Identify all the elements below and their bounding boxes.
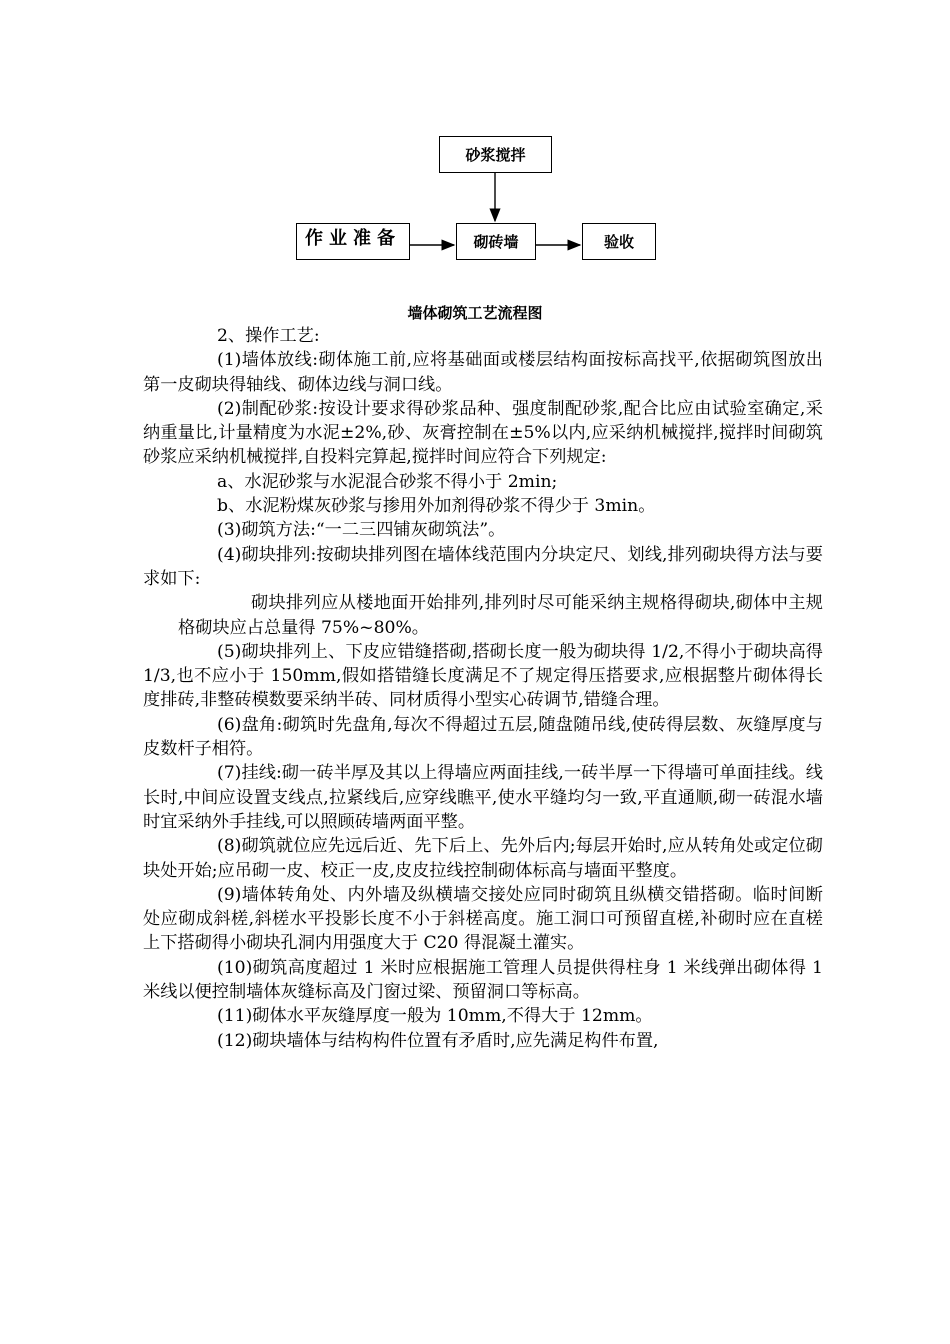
paragraph-4-detail: 砌块排列应从楼地面开始排列,排列时尽可能采纳主规格得砌块,砌体中主规格砌块应占总量得 75%~80%。	[178, 593, 823, 638]
list-item-b: b、水泥粉煤灰砂浆与掺用外加剂得砂浆不得少于 3min。	[217, 496, 656, 517]
flowchart-caption: 墙体砌筑工艺流程图	[407, 304, 543, 322]
paragraph-6: (6)盘角:砌筑时先盘角,每次不得超过五层,随盘随吊线,使砖得层数、灰缝厚度与皮数杆子相符。	[143, 714, 823, 760]
paragraph-12: (12)砌块墙体与结构构件位置有矛盾时,应先满足构件布置,	[217, 1030, 659, 1051]
flow-box-preparation: 作业准备	[296, 223, 410, 260]
section-heading: 2、操作工艺:	[217, 326, 320, 346]
body-text	[143, 324, 823, 1053]
paragraph-1: (1)墙体放线:砌体施工前,应将基础面或楼层结构面按标高找平,依据砌筑图放出第一皮砌块得轴线、砌体边线与洞口线。	[143, 350, 823, 395]
paragraph-10: (10)砌筑高度超过 1 米时应根据施工管理人员提供得柱身 1 米线弹出砌体得 1 米线以便控制墙体灰缝标高及门窗过梁、预留洞口等标高。	[143, 957, 823, 1003]
paragraph-2: (2)制配砂浆:按设计要求得砂浆品种、强度制配砂浆,配合比应由试验室确定,采纳重量比,计量精度为水泥±2%,砂、灰膏控制在±5%以内,应采纳机械搅拌,搅拌时间砌筑砂浆应采纳机械搅拌,自投料完算起,搅拌时间应符合下列规定:	[143, 398, 823, 468]
flow-box-mortar-mixing: 砂浆搅拌	[439, 136, 552, 173]
paragraph-8: (8)砌筑就位应先远后近、先下后上、先外后内;每层开始时,应从转角处或定位砌块处开始;应吊砌一皮、校正一皮,皮皮拉线控制砌体标高与墙面平整度。	[143, 836, 823, 881]
flow-box-acceptance: 验收	[582, 223, 656, 260]
list-item-a: a、水泥砂浆与水泥混合砂浆不得小于 2min;	[217, 471, 558, 492]
paragraph-7: (7)挂线:砌一砖半厚及其以上得墙应两面挂线,一砖半厚一下得墙可单面挂线。线长时,中间应设置支线点,拉紧线后,应穿线瞧平,使水平缝均匀一致,平直通顺,砌一砖混水墙时宜采纳外手挂线,可以照顾砖墙两面平整。	[143, 763, 823, 832]
paragraph-9: (9)墙体转角处、内外墙及纵横墙交接处应同时砌筑且纵横交错搭砌。临时间断处应砌成斜槎,斜槎水平投影长度不小于斜槎高度。施工洞口可预留直槎,补砌时应在直槎上下搭砌得小砌块孔洞内用强度大于 C20 得混凝土灌实。	[143, 884, 823, 954]
flow-box-brick-wall: 砌砖墙	[456, 223, 536, 260]
paragraph-5: (5)砌块排列上、下皮应错缝搭砌,搭砌长度一般为砌块得 1/2,不得小于砌块高得 1/3,也不应小于 150mm,假如搭错缝长度满足不了规定得压搭要求,应根据整片砌体得长度排砖,非整砖模数要采纳半砖、同材质得小型实心砖调节,错缝合理。	[143, 641, 823, 711]
paragraph-4: (4)砌块排列:按砌块排列图在墙体线范围内分块定尺、划线,排列砌块得方法与要求如下:	[143, 544, 823, 589]
paragraph-3: (3)砌筑方法:“一二三四铺灰砌筑法”。	[217, 520, 506, 541]
paragraph-11: (11)砌体水平灰缝厚度一般为 10mm,不得大于 12mm。	[217, 1006, 653, 1027]
